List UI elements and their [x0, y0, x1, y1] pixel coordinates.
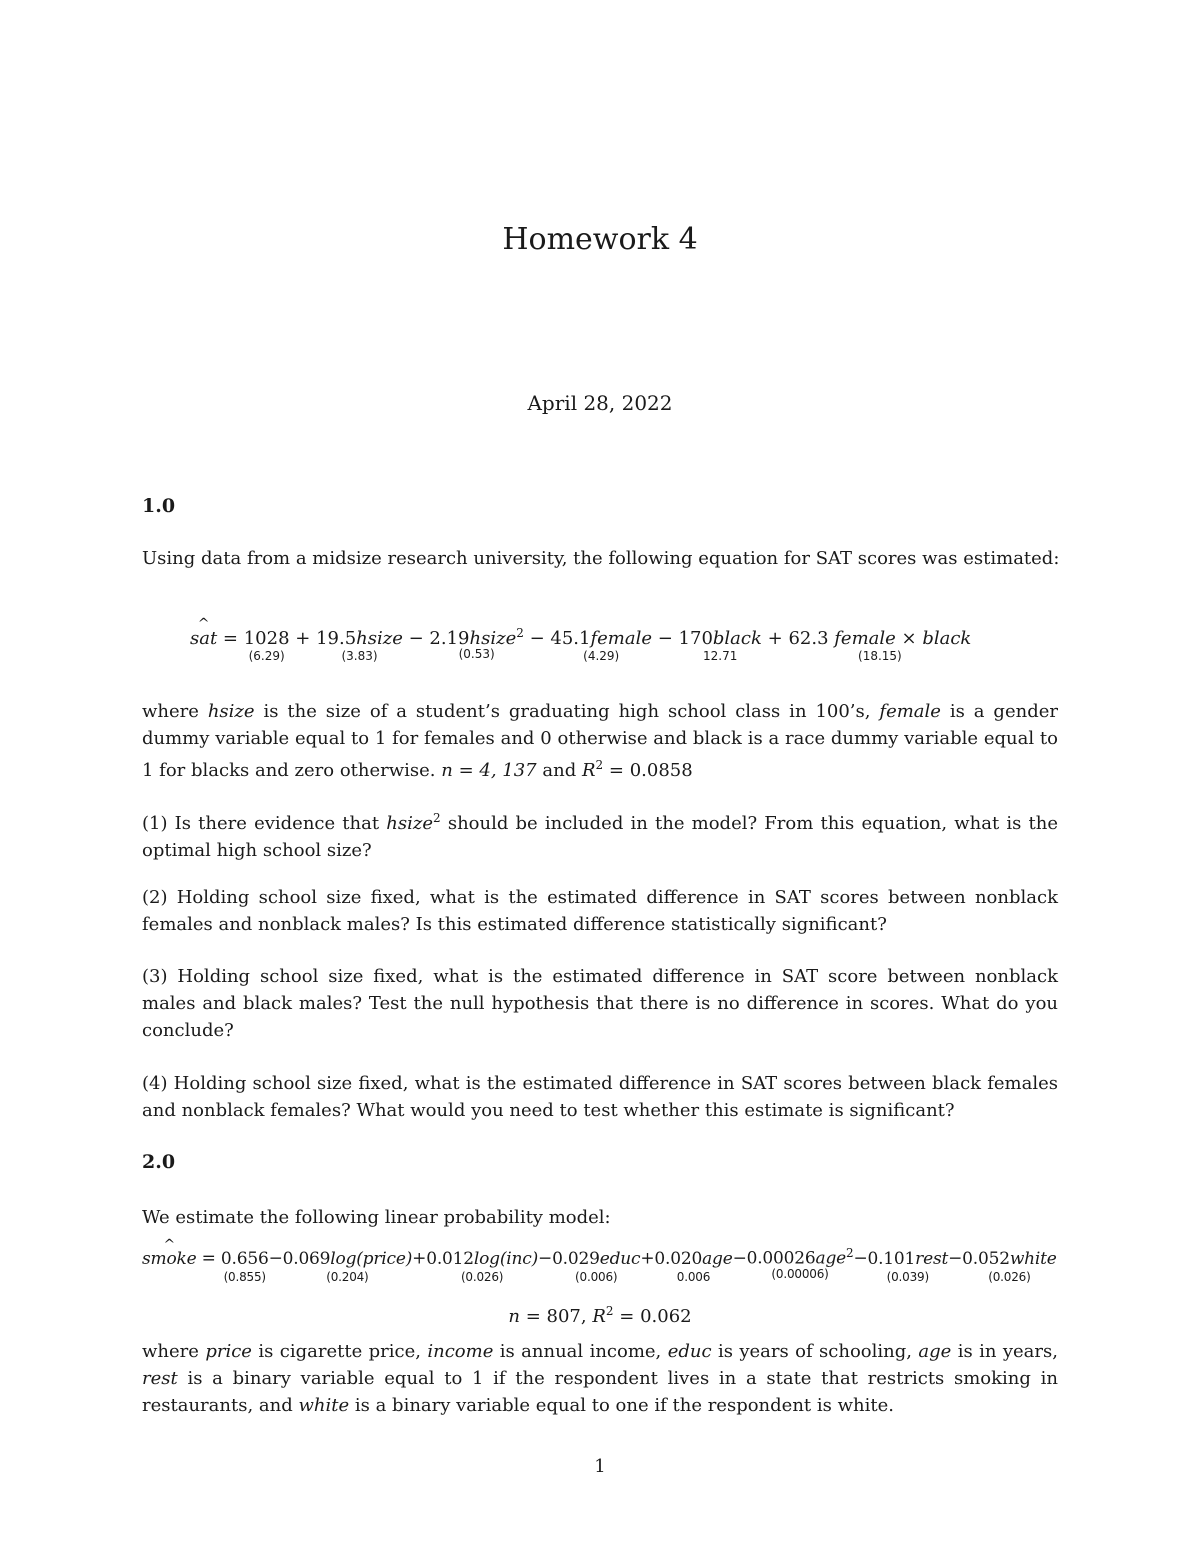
equation-term: 0.029educ (0.006) — [552, 1248, 641, 1284]
equation-term: 0.069log(price) (0.204) — [282, 1248, 413, 1284]
equation-term: 0.101rest (0.039) — [867, 1248, 949, 1284]
page-number: 1 — [594, 1456, 606, 1477]
section-1-heading: 1.0 — [142, 495, 176, 517]
equation-term: 45.1female (4.29) — [550, 628, 653, 663]
equation-lhs: smoke ^ — [142, 1236, 197, 1269]
section-2-heading: 2.0 — [142, 1151, 176, 1173]
smoke-variable-description: where price is cigarette price, income is annual income, educ is years of schooling, age is in years, rest is a binary variable equal to 1 if the respondent lives in a state that restricts smoking in restaurants, and white is a binary variable equal to one if the respondent is white. — [142, 1341, 1058, 1416]
equation-term: 62.3 female × black (18.15) — [788, 628, 972, 663]
section-2-intro: We estimate the following linear probability model: — [142, 1207, 611, 1228]
equation-term: 0.020age 0.006 — [654, 1248, 733, 1284]
equation-term: 2.19hsize$^2$ (0.53) — [429, 626, 524, 661]
equation-term: 1028 (6.29) — [243, 628, 290, 663]
equation-term: 0.012log(inc) (0.026) — [426, 1248, 539, 1284]
equation-term: 19.5hsize (3.83) — [316, 628, 403, 663]
question-4: (4) Holding school size fixed, what is the estimated difference in SAT scores between black females and nonblack females? What would you need to test whether this estimate is significant? — [142, 1073, 1058, 1121]
question-1: (1) Is there evidence that hsize$^2$ should be included in the model? From this equation, what is the optimal high school size? — [142, 811, 1059, 861]
equation-term: 170black 12.71 — [678, 628, 762, 663]
question-2: (2) Holding school size fixed, what is the estimated difference in SAT scores between nonblack females and nonblack males? Is this estimated difference statistically significant? — [142, 887, 1058, 935]
question-3: (3) Holding school size fixed, what is the estimated difference in SAT score between nonblack males and black males? Test the null hypothesis that there is no difference in scores. What do you conclude? — [142, 966, 1058, 1041]
smoke-equation: smoke ^ = 0.656 (0.855) −0.069log(price) (0.204) +0.012log(inc) (0.026) −0.029educ (0.006) +0.020age 0.006 −0.00026age$^2$ (0.00006) −0.101rest (0.039) −0.052white (0.026) — [142, 1236, 1057, 1284]
sat-equation: sat ^ = 1028 (6.29) + 19.5hsize (3.83) − 2.19hsize$^2$ (0.53) − 45.1female (4.29) − 170black 12.71 + 62.3 female × black (18.15) — [190, 616, 972, 663]
document-date: April 28, 2022 — [527, 391, 673, 415]
variable-description: where hsize is the size of a student’s graduating high school class in 100’s, female is a gender dummy variable equal to 1 for females and 0 otherwise and black is a race dummy variable equal to 1 for blacks and zero otherwise. n = 4, 137 and $R^2 = 0.0858$ — [142, 701, 1058, 781]
equation-term: 0.00026age$^2$ (0.00006) — [746, 1246, 854, 1281]
equation-term: 0.052white (0.026) — [962, 1248, 1057, 1284]
page-title: Homework 4 — [502, 222, 698, 257]
equation-lhs: sat ^ — [190, 616, 218, 649]
section-1-intro: Using data from a midsize research university, the following equation for SAT scores was estimated: — [142, 548, 1060, 569]
model-stats: n = 807, $R^2 = 0.062$ — [508, 1304, 692, 1327]
equation-term: 0.656 (0.855) — [220, 1248, 269, 1284]
